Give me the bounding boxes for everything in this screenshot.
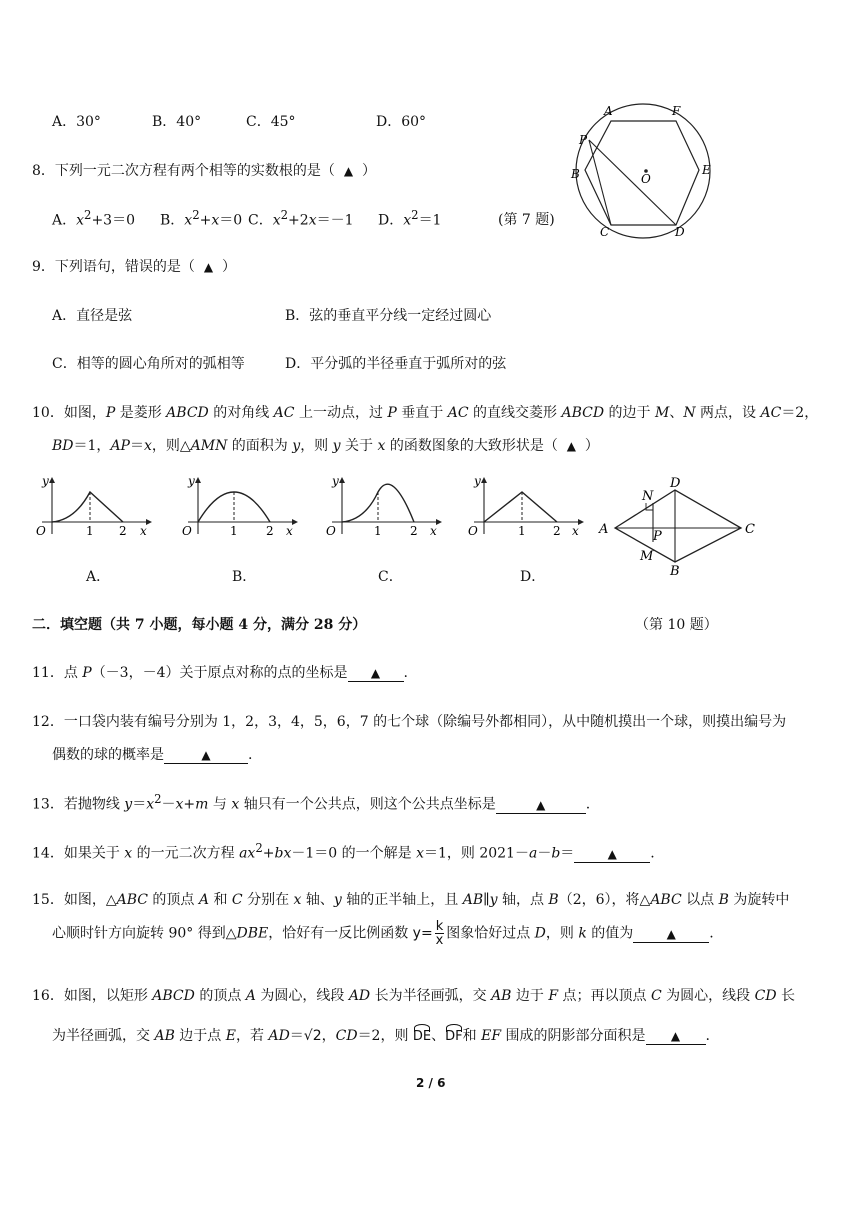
- fig10-label-a: A: [599, 522, 609, 537]
- svg-text:2: 2: [266, 524, 274, 538]
- q9-option-b: B．弦的垂直平分线一定经过圆心: [285, 308, 492, 324]
- q9-option-a: A．直径是弦: [52, 308, 133, 324]
- fig10-label-p: P: [653, 529, 662, 544]
- q8-option-a: A．$x^2+3=0$: [52, 208, 135, 229]
- page-number: 2 / 6: [416, 1076, 446, 1090]
- q7-option-a: A．30°: [52, 114, 101, 130]
- svg-text:1: 1: [230, 524, 238, 538]
- svg-text:O: O: [182, 524, 192, 538]
- q9-option-c: C．相等的圆心角所对的弧相等: [52, 356, 245, 372]
- q10-line2: BD＝1，AP＝x，则△AMN 的面积为 y，则 y 关于 x 的函数图象的大致形状是（ ▲ ）: [52, 438, 599, 454]
- svg-text:1: 1: [86, 524, 94, 538]
- fig10-label-n: N: [642, 489, 654, 504]
- answer-triangle: ▲: [566, 439, 576, 453]
- q9-option-d: D．平分弧的半径垂直于弧所对的弦: [285, 356, 507, 372]
- fraction-k-over-x: $\frac{k}{x}$: [435, 919, 444, 948]
- fig7-label-a: A: [604, 104, 613, 118]
- q8-option-c: C．$x^2+2x=-1$: [248, 208, 354, 229]
- svg-text:2: 2: [553, 524, 561, 538]
- q9-stem: 9．下列语句，错误的是（ ▲ ）: [32, 259, 236, 275]
- q15-answer-blank[interactable]: ▲: [633, 926, 709, 943]
- svg-text:y: y: [42, 474, 49, 488]
- fig7-label-c: C: [600, 225, 610, 239]
- fig7-caption: (第 7 题): [498, 212, 555, 228]
- svg-text:2: 2: [410, 524, 418, 538]
- q13: 13．若抛物线 $y=x^2-x+m$ 与 x 轴只有一个公共点，则这个公共点坐标是 ▲ .: [32, 792, 591, 813]
- fig7-label-b: B: [571, 167, 580, 181]
- fig10-label-d: D: [670, 476, 681, 491]
- answer-triangle: ▲: [343, 164, 354, 178]
- svg-text:x: x: [140, 524, 147, 538]
- q12-line1: 12．一口袋内装有编号分别为 1，2，3，4，5，6，7 的七个球（除编号外都相同），从中随机摸出一个球，则摸出编号为: [32, 714, 787, 730]
- sqrt-two: √2: [303, 1028, 322, 1044]
- q10-graph-c: [320, 472, 450, 542]
- svg-text:x: x: [572, 524, 579, 538]
- fig10-caption: （第 10 题）: [635, 617, 718, 633]
- q10-option-d: D．: [520, 569, 546, 585]
- q8-option-b: B．$x^2+x=0$: [160, 208, 243, 229]
- svg-text:O: O: [36, 524, 46, 538]
- q14-answer-blank[interactable]: ▲: [574, 846, 650, 863]
- q10-graph-d: [462, 472, 592, 542]
- svg-text:x: x: [430, 524, 437, 538]
- q13-answer-blank[interactable]: ▲: [496, 797, 586, 814]
- fig10-label-c: C: [745, 522, 755, 537]
- svg-text:y: y: [188, 474, 195, 488]
- q10-graph-a: [30, 472, 160, 542]
- fig7-label-e: E: [702, 163, 711, 177]
- svg-text:1: 1: [518, 524, 526, 538]
- q8-stem: 8．下列一元二次方程有两个相等的实数根的是（ ▲ ）: [32, 163, 376, 179]
- fig7-hexagon-diagram: [560, 100, 730, 250]
- svg-text:1: 1: [374, 524, 382, 538]
- svg-text:O: O: [468, 524, 478, 538]
- arc-de: DE: [412, 1029, 432, 1044]
- q7-option-c: C．45°: [246, 114, 296, 130]
- svg-text:O: O: [326, 524, 336, 538]
- q7-option-d: D．60°: [376, 114, 427, 130]
- q14: 14．如果关于 x 的一元二次方程 $ax^2+bx-1=0$ 的一个解是 x＝1，则 2021－a－b＝ ▲ .: [32, 841, 655, 862]
- q12-answer-blank[interactable]: ▲: [164, 747, 248, 764]
- q10-option-b: B．: [232, 569, 257, 585]
- q11: 11．点 P（－3，－4）关于原点对称的点的坐标是 ▲ .: [32, 665, 408, 681]
- q10-option-a: A．: [86, 569, 111, 585]
- q10-rhombus-diagram: [595, 472, 765, 582]
- arc-df: DF: [445, 1029, 463, 1044]
- q16-answer-blank[interactable]: ▲: [646, 1028, 706, 1045]
- fig7-label-o: O: [641, 172, 651, 186]
- q16-line1: 16．如图，以矩形 ABCD 的顶点 A 为圆心，线段 AD 长为半径画弧，交 AB 边于 F 点；再以顶点 C 为圆心，线段 CD 长: [32, 988, 796, 1004]
- svg-text:x: x: [286, 524, 293, 538]
- q16-line2: 为半径画弧，交 AB 边于点 E，若 AD＝√2，CD＝2，则 DE、DF和 EF 围成的阴影部分面积是 ▲ .: [52, 1028, 710, 1044]
- fig7-label-p: P: [579, 133, 588, 147]
- q11-answer-blank[interactable]: ▲: [348, 665, 404, 682]
- fig7-label-d: D: [675, 225, 685, 239]
- q10-graph-b: [176, 472, 306, 542]
- q7-option-b: B．40°: [152, 114, 202, 130]
- fig10-label-b: B: [670, 564, 680, 579]
- q15-line2: 心顺时针方向旋转 90° 得到△DBE，恰好有一反比例函数 y= $\frac{k}{x}$ 图象恰好过点 D，则 k 的值为 ▲ .: [52, 919, 714, 948]
- q10-line1: 10．如图，P 是菱形 ABCD 的对角线 AC 上一动点，过 P 垂直于 AC 的直线交菱形 ABCD 的边于 M、N 两点，设 AC＝2，: [32, 405, 819, 421]
- svg-text:y: y: [474, 474, 481, 488]
- svg-text:2: 2: [119, 524, 127, 538]
- q15-line1: 15．如图，△ABC 的顶点 A 和 C 分别在 x 轴、y 轴的正半轴上，且 AB∥y 轴，点 B（2，6），将△ABC 以点 B 为旋转中: [32, 892, 790, 908]
- q12-line2: 偶数的球的概率是 ▲ .: [52, 747, 253, 763]
- section2-title: 二．填空题（共 7 小题，每小题 4 分，满分 28 分）: [32, 617, 367, 633]
- q8-option-d: D．$x^2=1$: [378, 208, 442, 229]
- svg-text:y: y: [332, 474, 339, 488]
- answer-triangle: ▲: [203, 260, 214, 274]
- q10-option-c: C．: [378, 569, 403, 585]
- fig7-label-f: F: [672, 104, 681, 118]
- fig10-label-m: M: [640, 549, 654, 564]
